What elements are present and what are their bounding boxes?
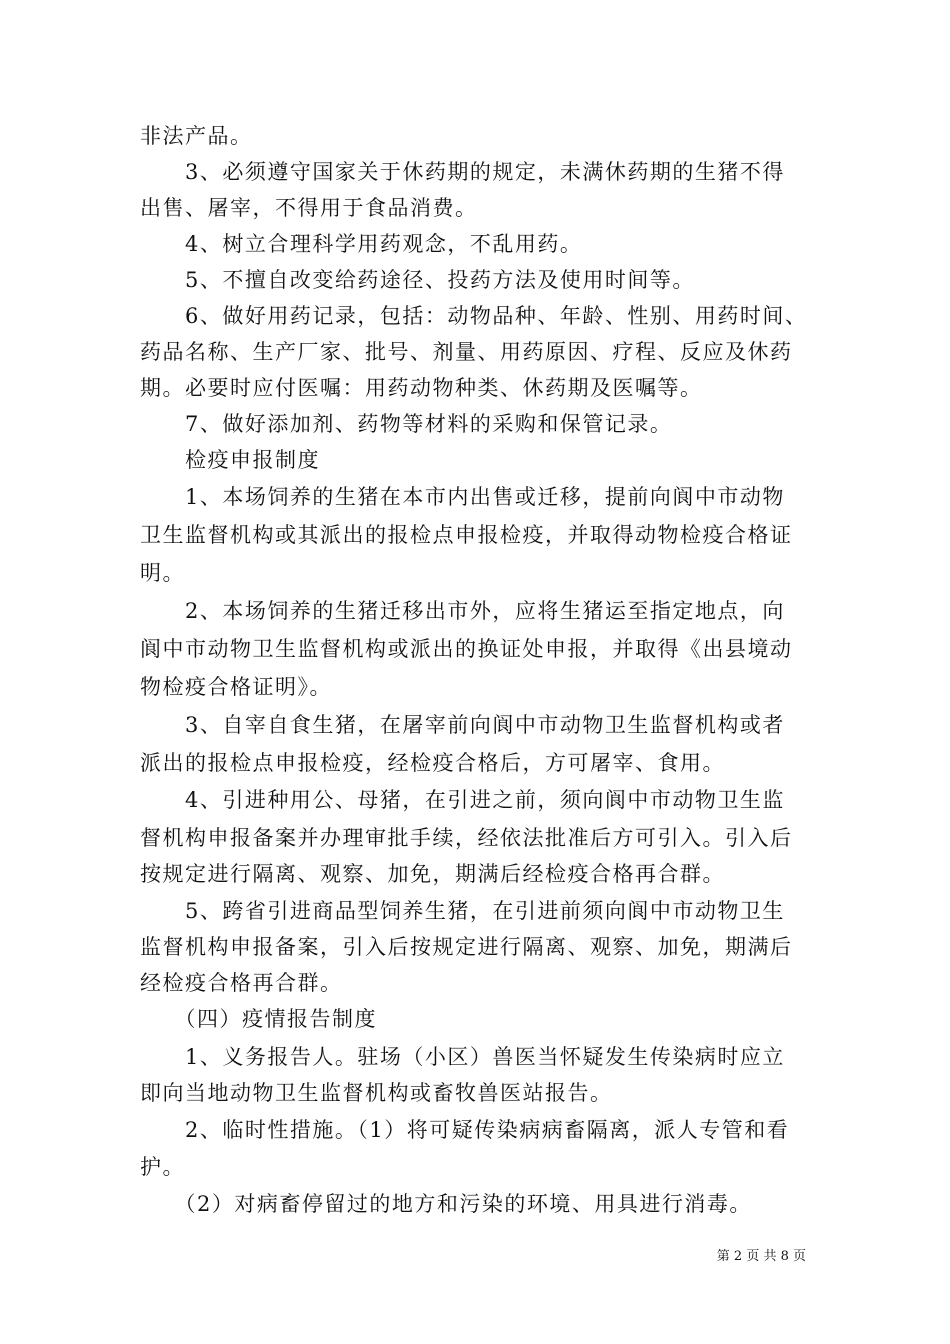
text-line: 6、做好用药记录，包括：动物品种、年龄、性别、用药时间、 <box>140 304 808 328</box>
text-line: 监督机构申报备案，引入后按规定进行隔离、观察、加免，期满后 <box>140 935 793 959</box>
text-line: 3、必须遵守国家关于休药期的规定，未满休药期的生猪不得 <box>140 160 785 184</box>
text-line: 1、义务报告人。驻场（小区）兽医当怀疑发生传染病时应立 <box>140 1045 785 1069</box>
page-number: 第 2 页 共 8 页 <box>716 1249 806 1264</box>
text-line: 药品名称、生产厂家、批号、剂量、用药原因、疗程、反应及休药 <box>140 340 793 364</box>
text-line: 卫生监督机构或其派出的报检点申报检疫，并取得动物检疫合格证 <box>140 523 793 547</box>
section-heading: 检疫申报制度 <box>140 448 320 472</box>
text-line: （2）对病畜停留过的地方和污染的环境、用具进行消毒。 <box>140 1192 752 1216</box>
text-line: 4、引进种用公、母猪，在引进之前，须向阆中市动物卫生监 <box>140 788 785 812</box>
text-line: 明。 <box>140 561 185 585</box>
text-line: 3、自宰自食生猪，在屠宰前向阆中市动物卫生监督机构或者 <box>140 713 785 737</box>
text-line: 即向当地动物卫生监督机构或畜牧兽医站报告。 <box>140 1081 613 1105</box>
text-line: 护。 <box>140 1155 185 1179</box>
text-line: 5、跨省引进商品型饲养生猪，在引进前须向阆中市动物卫生 <box>140 899 785 923</box>
text-line: 2、临时性措施。（1）将可疑传染病病畜隔离，派人专管和看 <box>140 1118 790 1142</box>
text-line: 督机构申报备案并办理审批手续，经依法批准后方可引入。引入后 <box>140 826 793 850</box>
text-line: 阆中市动物卫生监督机构或派出的换证处申报，并取得《出县境动 <box>140 637 793 661</box>
text-line: 按规定进行隔离、观察、加免，期满后经检疫合格再合群。 <box>140 862 725 886</box>
text-line: 4、树立合理科学用药观念，不乱用药。 <box>140 232 583 256</box>
text-line: 经检疫合格再合群。 <box>140 971 343 995</box>
text-line: 出售、屠宰，不得用于食品消费。 <box>140 196 478 220</box>
text-line: 派出的报检点申报检疫，经检疫合格后，方可屠宰、食用。 <box>140 751 725 775</box>
text-line: 2、本场饲养的生猪迁移出市外，应将生猪运至指定地点，向 <box>140 599 785 623</box>
text-line: 1、本场饲养的生猪在本市内出售或迁移，提前向阆中市动物 <box>140 485 785 509</box>
text-line: 5、不擅自改变给药途径、投药方法及使用时间等。 <box>140 268 695 292</box>
text-line: 物检疫合格证明》。 <box>140 675 332 699</box>
text-line: 期。必要时应付医嘱：用药动物种类、休药期及医嘱等。 <box>140 376 703 400</box>
text-line: 非法产品。 <box>140 124 253 148</box>
text-line: 7、做好添加剂、药物等材料的采购和保管记录。 <box>140 412 673 436</box>
section-heading: （四）疫情报告制度 <box>140 1007 377 1031</box>
